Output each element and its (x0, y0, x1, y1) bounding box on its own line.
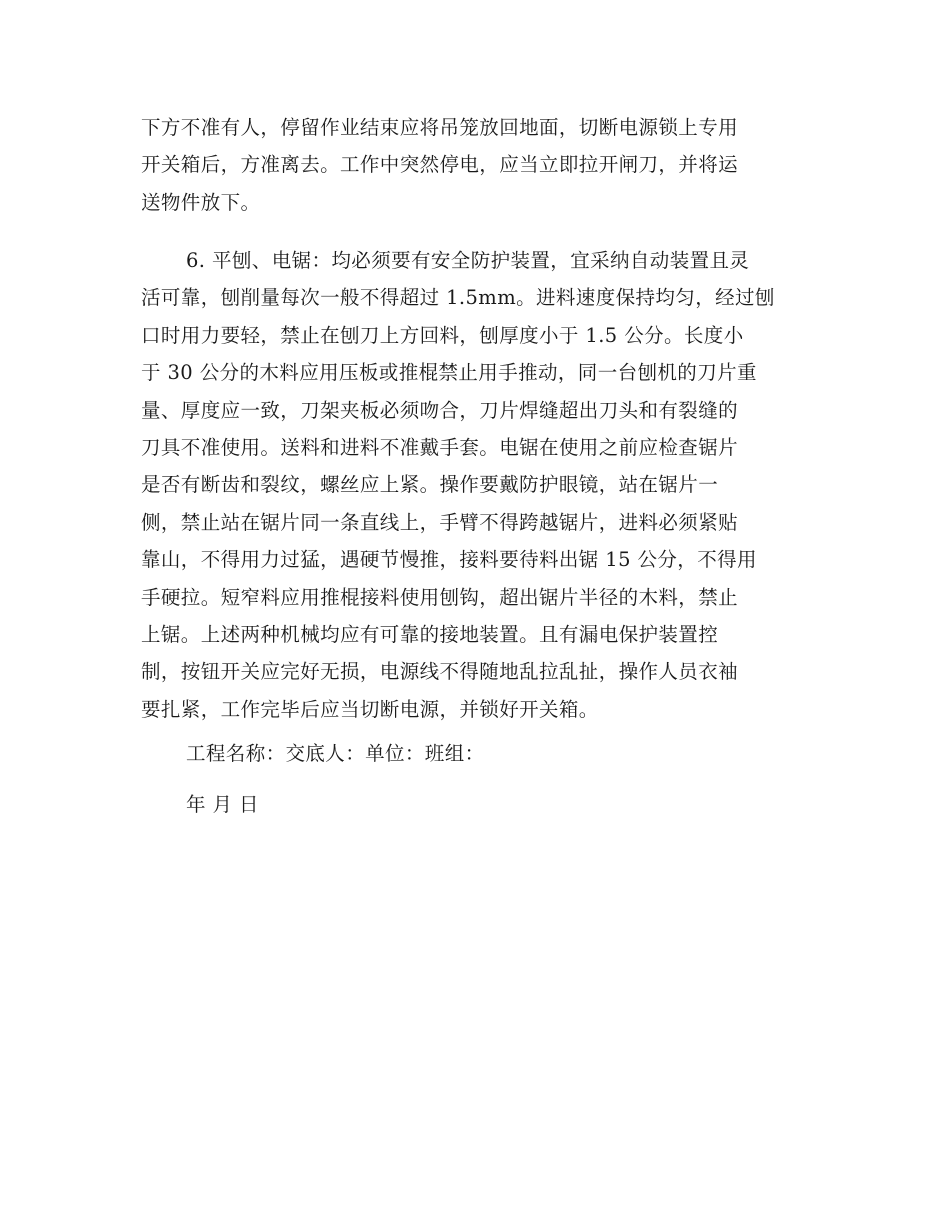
text-line: 是否有断齿和裂纹，螺丝应上紧。操作要戴防护眼镜，站在锯片一 (141, 473, 719, 497)
text-line: 刀具不准使用。送料和进料不准戴手套。电锯在使用之前应检查锯片 (141, 435, 739, 459)
text-line: 开关箱后，方准离去。工作中突然停电，应当立即拉开闸刀，并将运 (141, 153, 739, 177)
paragraph-continued (141, 109, 811, 221)
text-line: 上锯。上述两种机械均应有可靠的接地装置。且有漏电保护装置控 (141, 622, 719, 646)
text-line: 下方不准有人，停留作业结束应将吊笼放回地面，切断电源锁上专用 (141, 116, 739, 139)
paragraph-6 (141, 242, 811, 728)
text-line: 6. 平刨、电锯：均必须要有安全防护装置，宜采纳自动装置且灵 (186, 249, 750, 272)
text-line: 手硬拉。短窄料应用推棍接料使用刨钩，超出锯片半径的木料，禁止 (141, 585, 739, 609)
text-line: 送物件放下。 (141, 190, 261, 214)
signature-line: 工程名称：交底人：单位：班组： (186, 742, 485, 765)
text-line: 于 30 公分的木料应用压板或推棍禁止用手推动，同一台刨机的刀片重 (141, 361, 757, 385)
date-line: 年 月 日 (186, 793, 259, 816)
text-line: 要扎紧，工作完毕后应当切断电源，并锁好开关箱。 (141, 697, 599, 721)
text-line: 量、厚度应一致，刀架夹板必须吻合，刀片焊缝超出刀头和有裂缝的 (141, 398, 739, 422)
text-line: 口时用力要轻，禁止在刨刀上方回料，刨厚度小于 1.5 公分。长度小 (141, 323, 744, 347)
date-block (141, 786, 811, 823)
text-line: 靠山，不得用力过猛，遇硬节慢推，接料要待料出锯 15 公分，不得用 (141, 548, 757, 572)
text-line: 侧，禁止站在锯片同一条直线上，手臂不得跨越锯片，进料必须紧贴 (141, 510, 739, 534)
text-line: 活可靠，刨削量每次一般不得超过 1.5mm。进料速度保持均匀，经过刨 (141, 286, 775, 310)
text-line: 制，按钮开关应完好无损，电源线不得随地乱拉乱扯，操作人员衣袖 (141, 660, 739, 684)
signature-block (141, 735, 811, 772)
